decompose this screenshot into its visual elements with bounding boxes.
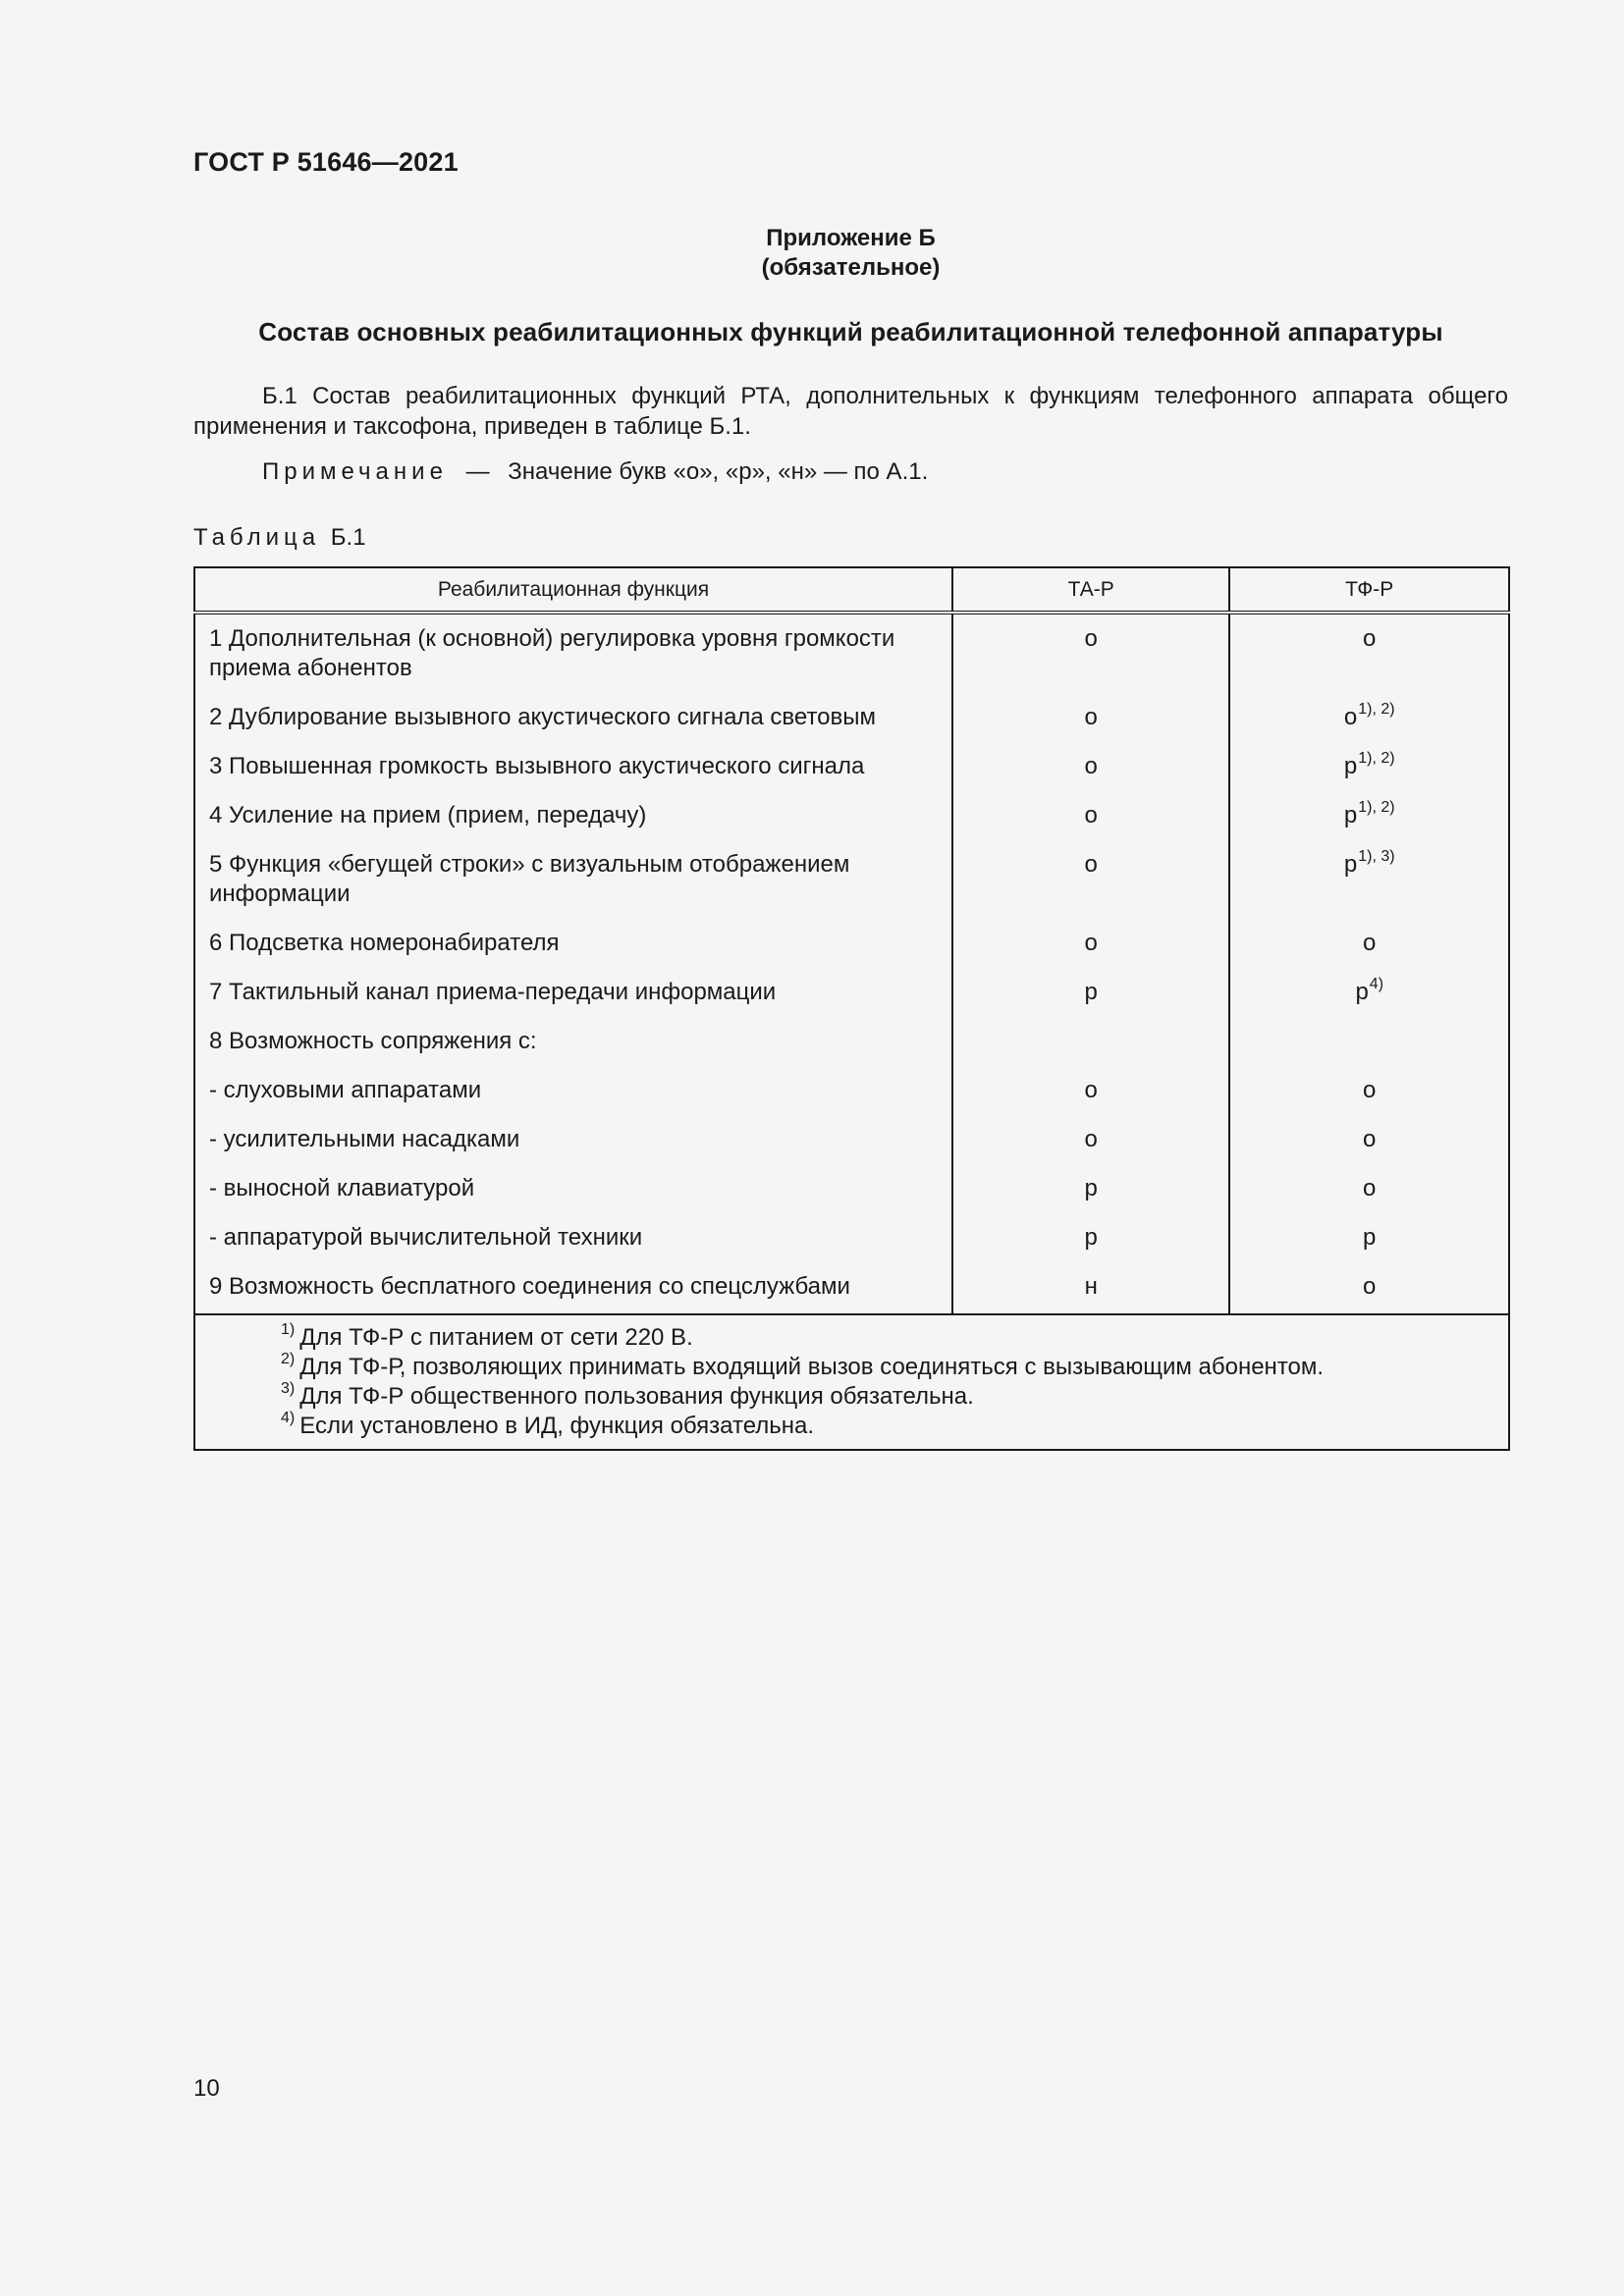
table-row <box>194 752 1509 801</box>
table-row <box>194 1076 1509 1125</box>
note-label: Примечание <box>262 458 448 485</box>
document-code: ГОСТ Р 51646—2021 <box>193 147 459 177</box>
cell-tf-r <box>1229 801 1509 850</box>
footnote <box>281 1323 1508 1353</box>
footnotes-row <box>194 1314 1509 1450</box>
table-row <box>194 613 1509 703</box>
cell-function: - слуховыми аппаратами <box>194 1076 952 1125</box>
cell-function: 1 Дополнительная (к основной) регулировка уровня громкости приема абонентов <box>194 613 952 703</box>
page-number: 10 <box>193 2075 220 2102</box>
functions-table <box>193 566 1510 1451</box>
cell-function: 6 Подсветка номеронабирателя <box>194 929 952 978</box>
footnote-reference: 1), 2) <box>1358 750 1395 767</box>
header-ta-r: ТА-Р <box>952 567 1230 613</box>
table-row <box>194 1174 1509 1223</box>
section-title: Состав основных реабилитационных функций реабилитационной телефонной аппаратуры <box>258 317 1443 347</box>
cell-ta-r: о <box>952 929 1230 978</box>
cell-ta-r <box>952 1027 1230 1076</box>
cell-tf-r-value: р <box>1343 851 1358 878</box>
cell-function: 2 Дублирование вызывного акустического сигнала световым <box>194 703 952 752</box>
cell-tf-r <box>1229 978 1509 1027</box>
footnote-mark: 1) <box>281 1321 296 1338</box>
footnote-mark: 2) <box>281 1351 296 1367</box>
footnote-text: Для ТФ-Р с питанием от сети 220 В. <box>299 1324 693 1351</box>
cell-tf-r <box>1229 929 1509 978</box>
cell-tf-r-value: о <box>1363 625 1377 652</box>
cell-function: 5 Функция «бегущей строки» с визуальным отображением информации <box>194 850 952 929</box>
cell-tf-r-value: о <box>1363 1273 1377 1300</box>
cell-function: 3 Повышенная громкость вызывного акустического сигнала <box>194 752 952 801</box>
cell-tf-r <box>1229 1076 1509 1125</box>
intro-paragraph: Б.1 Состав реабилитационных функций РТА, дополнительных к функциям телефонного аппарата общего применения и таксофона, приведен в таблице Б.1. <box>193 383 1508 440</box>
footnote <box>281 1353 1508 1382</box>
cell-tf-r-value: о <box>1363 1077 1377 1103</box>
cell-tf-r <box>1229 752 1509 801</box>
cell-tf-r-value: р <box>1343 753 1358 779</box>
footnote-mark: 3) <box>281 1380 296 1397</box>
table-row <box>194 929 1509 978</box>
note-dash: — <box>465 458 490 485</box>
footnote-reference: 1), 2) <box>1358 799 1395 816</box>
table-row <box>194 1027 1509 1076</box>
table-row <box>194 850 1509 929</box>
cell-ta-r: р <box>952 1223 1230 1272</box>
cell-ta-r: н <box>952 1272 1230 1314</box>
cell-function: - усилительными насадками <box>194 1125 952 1174</box>
footnote-text: Для ТФ-Р, позволяющих принимать входящий вызов соединяться с вызывающим абонентом. <box>299 1354 1325 1380</box>
footnote-text: Если установлено в ИД, функция обязательна. <box>299 1413 815 1439</box>
footnote-mark: 4) <box>281 1410 296 1426</box>
header-tf-r: ТФ-Р <box>1229 567 1509 613</box>
table-caption <box>193 524 366 552</box>
cell-tf-r <box>1229 850 1509 929</box>
cell-ta-r: о <box>952 850 1230 929</box>
appendix-heading <box>193 224 1508 283</box>
cell-function: - выносной клавиатурой <box>194 1174 952 1223</box>
cell-tf-r-value: о <box>1363 1126 1377 1152</box>
cell-tf-r <box>1229 1027 1509 1076</box>
table-row <box>194 1272 1509 1314</box>
footnote-text: Для ТФ-Р общественного пользования функция обязательна. <box>299 1383 974 1410</box>
table-row <box>194 801 1509 850</box>
note <box>262 456 928 487</box>
table-caption-number: Б.1 <box>330 524 366 551</box>
footnote-reference: 4) <box>1369 976 1384 992</box>
cell-function: 7 Тактильный канал приема-передачи информации <box>194 978 952 1027</box>
cell-ta-r: р <box>952 978 1230 1027</box>
cell-ta-r: о <box>952 703 1230 752</box>
cell-ta-r: р <box>952 1174 1230 1223</box>
table-caption-word: Таблица <box>193 524 321 551</box>
header-function: Реабилитационная функция <box>194 567 952 613</box>
cell-tf-r-value: р <box>1343 802 1358 828</box>
cell-ta-r: о <box>952 613 1230 703</box>
cell-function: - аппаратурой вычислительной техники <box>194 1223 952 1272</box>
cell-tf-r-value: о <box>1363 930 1377 956</box>
cell-tf-r-value: р <box>1363 1224 1377 1251</box>
cell-ta-r: о <box>952 752 1230 801</box>
cell-tf-r <box>1229 1125 1509 1174</box>
cell-ta-r: о <box>952 1125 1230 1174</box>
footnote <box>281 1382 1508 1412</box>
cell-tf-r <box>1229 1174 1509 1223</box>
note-text: Значение букв «о», «р», «н» — по А.1. <box>508 458 929 485</box>
cell-tf-r <box>1229 703 1509 752</box>
cell-function: 4 Усиление на прием (прием, передачу) <box>194 801 952 850</box>
cell-tf-r <box>1229 1223 1509 1272</box>
footnotes <box>194 1314 1509 1450</box>
appendix-status: (обязательное) <box>761 254 941 281</box>
cell-ta-r: о <box>952 801 1230 850</box>
table-row <box>194 1223 1509 1272</box>
footnote <box>281 1412 1508 1441</box>
cell-tf-r <box>1229 613 1509 703</box>
table-row <box>194 703 1509 752</box>
footnote-reference: 1), 3) <box>1358 848 1395 865</box>
cell-tf-r-value: о <box>1343 704 1358 730</box>
cell-tf-r <box>1229 1272 1509 1314</box>
footnote-reference: 1), 2) <box>1358 701 1395 718</box>
cell-ta-r: о <box>952 1076 1230 1125</box>
table-row <box>194 978 1509 1027</box>
cell-function: 9 Возможность бесплатного соединения со спецслужбами <box>194 1272 952 1314</box>
appendix-title: Приложение Б <box>766 225 936 251</box>
cell-tf-r-value: о <box>1363 1175 1377 1201</box>
cell-tf-r-value: р <box>1355 979 1369 1005</box>
table-row <box>194 1125 1509 1174</box>
table-header-row <box>194 567 1509 613</box>
cell-function: 8 Возможность сопряжения с: <box>194 1027 952 1076</box>
